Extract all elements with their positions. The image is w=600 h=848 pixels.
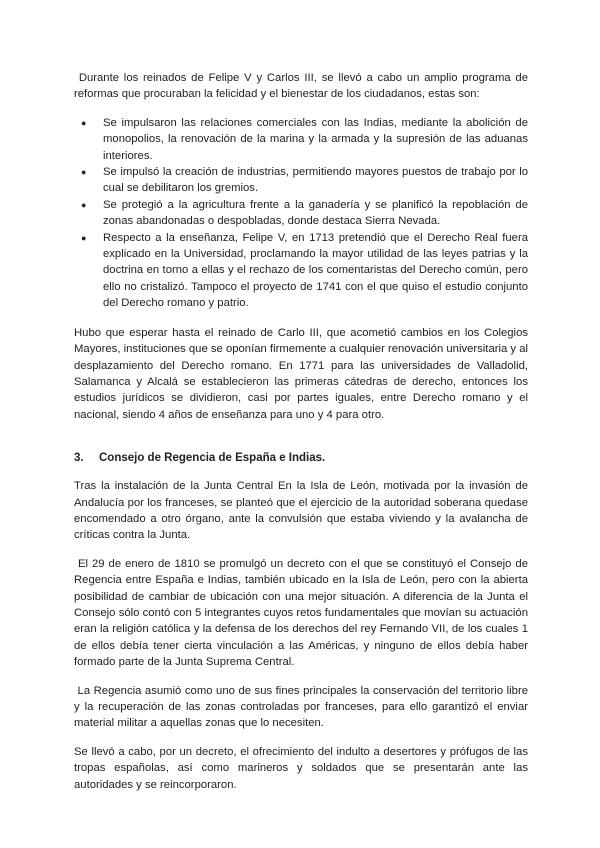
list-item <box>81 164 528 197</box>
paragraph-regencia-text: La Regencia asumió como uno de sus fines principales la conservación del territorio libre y la recuperación de las zonas controladas por franceses, para ello garantizó el enviar material militar a aquellas zonas que lo necesiten. <box>74 684 528 730</box>
list-item <box>81 197 528 230</box>
paragraph-junta: Tras la instalación de la Junta Central En la Isla de León, motivada por la invasión de Andalucía por los franceses, se planteó que el ejercicio de la autoridad soberana quedase encomendado a otro órgano, ante la convulsión que estaba viviendo y la avalancha de críticas contra la Junta. <box>74 480 528 542</box>
paragraph-decreto-text: El 29 de enero de 1810 se promulgó un decreto con el que se constituyó el Consejo de Regencia entre España e Indias, también ubicado en la Isla de León, pero con la abierta posibilidad de cambiar de ubicación con una mejor situación. A diferencia de la Junta el Consejo sólo contó con 5 integrantes cuyos retos fundamentales que movían su actuación eran la religión católica y la defensa de los derechos del rey Fernando VII, de los cuales 1 de ellos debía tener cierta vinculación a las Américas, y ninguno de ellos debía haber formado parte de la Junta Suprema Central. <box>74 557 529 669</box>
intro-text: Durante los reinados de Felipe V y Carlos III, se llevó a cabo un amplio programa de reformas que procuraban la felicidad y el bienestar de los ciudadanos, estas son: <box>74 72 529 101</box>
paragraph-decreto-1810 <box>74 556 528 671</box>
section-title: Consejo de Regencia de España e Indias. <box>99 452 326 465</box>
bullet-icon: ● <box>81 232 87 243</box>
paragraph-indulto: Se llevó a cabo, por un decreto, el ofrecimiento del indulto a desertores y prófugos de las tropas españolas, así como marineros y soldados que se presentarán ante las autoridades y se reincorporaron. <box>74 745 528 791</box>
reforms-list <box>74 115 528 312</box>
section-heading <box>74 450 528 466</box>
list-item-text: Se protegió a la agricultura frente a la ganadería y se planificó la repoblación de zonas abandonadas o despobladas, donde destaca Sierra Nevada. <box>103 198 528 228</box>
list-item-text: Se impulsaron las relaciones comerciales con las Indias, mediante la abolición de monopolios, la renovación de la marina y la armada y la supresión de las aduanas interiores. <box>103 116 528 162</box>
carlos-paragraph: Hubo que esperar hasta el reinado de Carlo III, que acometió cambios en los Colegios Mayores, instituciones que se oponían firmemente a cualquier renovación universitaria y al desplazamiento del Derecho romano. En 1771 para las universidades de Valladolid, Salamanca y Alcalá se establecieron las primeras cátedras de derecho, entonces los estudios jurídicos se dividieron, casi por partes iguales, entre Derecho romano y el nacional, siendo 4 años de enseñanza para uno y 4 para otro. <box>74 326 528 421</box>
bullet-icon: ● <box>81 199 87 210</box>
bullet-icon: ● <box>81 167 87 178</box>
list-item-text: Se impulsó la creación de industrias, permitiendo mayores puestos de trabajo por lo cual se debilitaron los gremios. <box>103 166 528 195</box>
section-number: 3. <box>74 452 84 465</box>
bullet-icon: ● <box>81 117 87 128</box>
list-item-text: Respecto a la enseñanza, Felipe V, en 1713 pretendió que el Derecho Real fuera explicado en la Universidad, proclamando la mayor utilidad de las leyes patrias y la doctrina en torno a ellas y el rechazo de los comentaristas del Derecho común, pero ello no cristalizó. Tampoco el proyecto de 1741 con el que quiso el estudio conjunto del Derecho romano y patrio. <box>103 231 528 310</box>
list-item <box>81 115 528 164</box>
list-item <box>81 230 528 312</box>
intro-paragraph <box>74 70 528 103</box>
paragraph-regencia <box>74 683 528 732</box>
